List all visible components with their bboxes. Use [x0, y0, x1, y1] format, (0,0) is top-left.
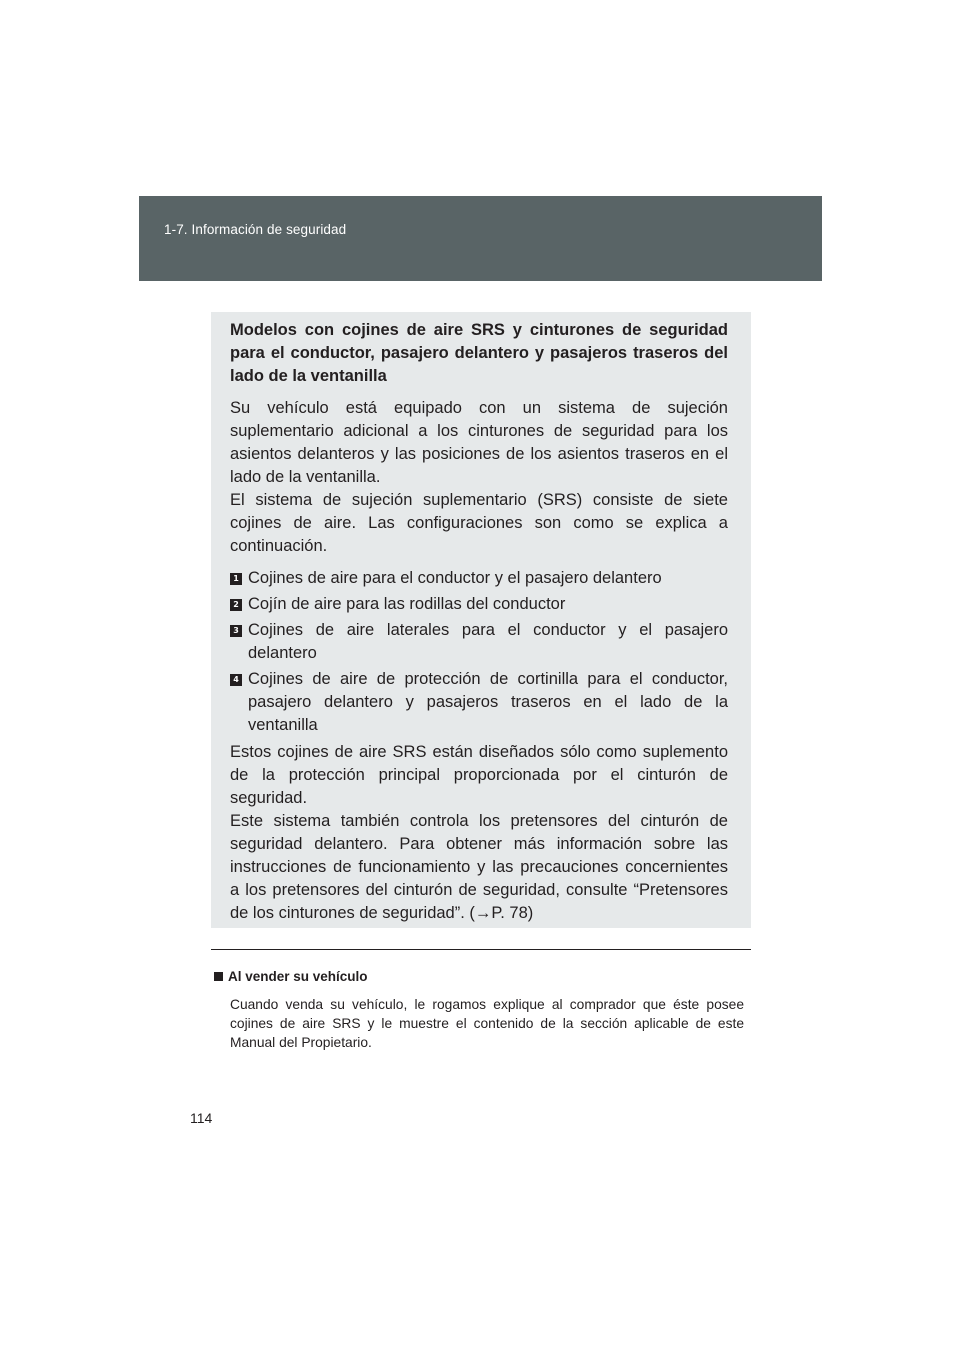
section-header-bar	[139, 196, 822, 281]
outro-paragraph-1: Estos cojines de aire SRS están diseñados sólo como suplemento de la protección principal proporcionada por el cinturón de seguridad.	[230, 743, 728, 807]
list-item-text: Cojín de aire para las rodillas del conductor	[248, 595, 566, 613]
intro-paragraph-1: Su vehículo está equipado con un sistema de sujeción suplementario adicional a los cinturones de seguridad para los asientos delanteros y las posiciones de los asientos traseros en el lado de la ventanilla.	[230, 399, 728, 486]
info-box	[211, 312, 751, 928]
list-item	[230, 567, 728, 590]
section-divider	[211, 949, 751, 950]
page-number: 114	[190, 1110, 213, 1126]
number-badge-2: 2	[230, 599, 242, 611]
box-heading: Modelos con cojines de aire SRS y cinturones de seguridad para el conductor, pasajero delantero y pasajeros traseros del lado de la ventanilla	[230, 321, 728, 385]
square-bullet-icon	[214, 972, 223, 981]
list-item	[230, 668, 728, 737]
intro-paragraph-2: El sistema de sujeción suplementario (SRS) consiste de siete cojines de aire. Las configuraciones son como se explica a continuación.	[230, 491, 728, 555]
list-item-text: Cojines de aire de protección de cortinilla para el conductor, pasajero delantero y pasajeros traseros en el lado de la ventanilla	[248, 670, 728, 734]
info-box-content	[230, 319, 728, 925]
note-body: Cuando venda su vehículo, le rogamos explique al comprador que éste posee cojines de aire SRS y le muestre el contenido de la sección aplicable de este Manual del Propietario.	[230, 997, 744, 1050]
list-item-text: Cojines de aire laterales para el conductor y el pasajero delantero	[248, 621, 728, 662]
outro-paragraph-2: Este sistema también controla los pretensores del cinturón de seguridad delantero. Para obtener más información sobre las instrucciones de funcionamiento y las precauciones concernientes a los pretensores del cinturón de seguridad, consulte “Pretensores de los cinturones de seguridad”. (→P. 78)	[230, 812, 728, 922]
list-item-text: Cojines de aire para el conductor y el pasajero delantero	[248, 569, 662, 587]
note-title-text: Al vender su vehículo	[228, 969, 368, 984]
number-badge-3: 3	[230, 625, 242, 637]
list-item	[230, 593, 728, 616]
section-title: 1-7. Información de seguridad	[164, 222, 347, 237]
list-item	[230, 619, 728, 665]
number-badge-1: 1	[230, 573, 242, 585]
number-badge-4: 4	[230, 674, 242, 686]
note-heading	[214, 969, 368, 984]
